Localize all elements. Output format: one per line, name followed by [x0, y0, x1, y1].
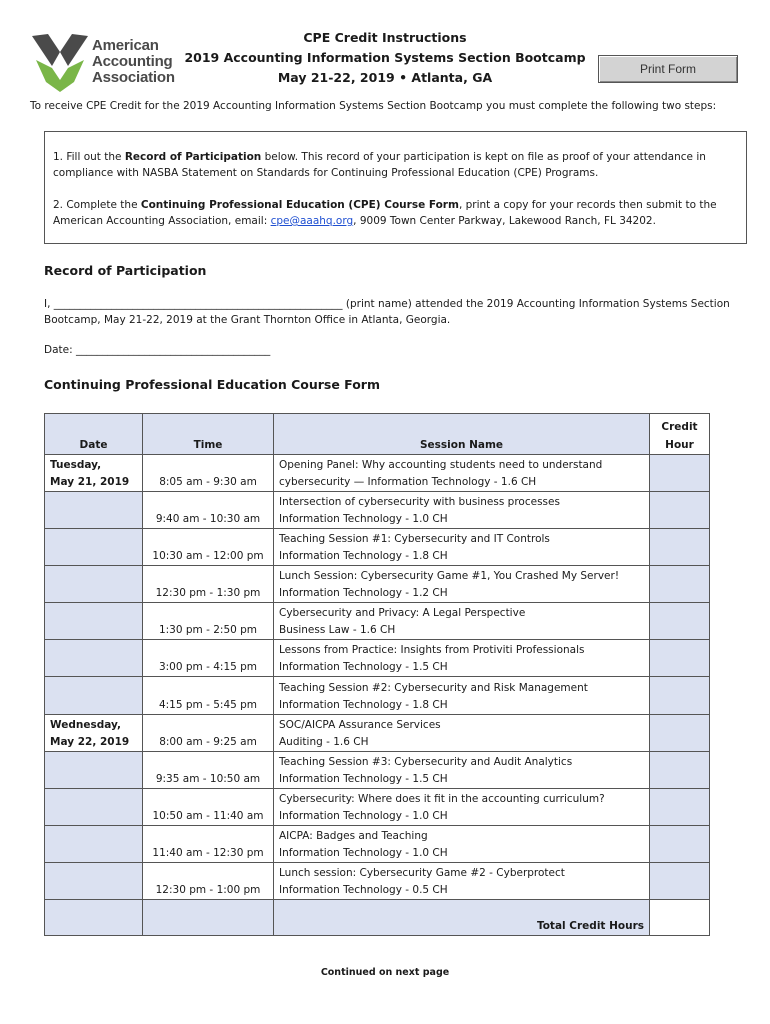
table-row [45, 566, 710, 603]
session-credit: cybersecurity — Information Technology - 1.6 CH [279, 476, 537, 488]
session-title: AICPA: Badges and Teaching [279, 830, 428, 842]
session-date-blank [45, 826, 143, 863]
session-date-blank [45, 566, 143, 603]
step-1 [53, 149, 743, 181]
session-time: 9:40 am - 10:30 am [143, 492, 274, 529]
session-date [45, 715, 143, 752]
session-time: 3:00 pm - 4:15 pm [143, 640, 274, 677]
header-session: Session Name [274, 414, 650, 455]
session-date [45, 455, 143, 492]
credit-hour-field[interactable] [650, 640, 710, 677]
table-row [45, 826, 710, 863]
session-time: 12:30 pm - 1:30 pm [143, 566, 274, 603]
step-2 [53, 197, 743, 229]
table-row [45, 752, 710, 789]
document-title: CPE Credit Instructions [303, 30, 467, 45]
session-name [274, 640, 650, 677]
instructions-box [44, 131, 747, 244]
session-time: 10:30 am - 12:00 pm [143, 529, 274, 566]
session-credit: Information Technology - 1.8 CH [279, 699, 448, 711]
session-title: Teaching Session #2: Cybersecurity and Risk Management [279, 682, 588, 694]
session-time: 8:00 am - 9:25 am [143, 715, 274, 752]
table-row [45, 455, 710, 492]
session-title: Intersection of cybersecurity with business processes [279, 496, 560, 508]
total-blank-time [143, 900, 274, 936]
session-name [274, 455, 650, 492]
session-name [274, 566, 650, 603]
session-credit: Information Technology - 1.5 CH [279, 661, 448, 673]
email-link[interactable]: cpe@aaahq.org [270, 215, 354, 227]
table-row [45, 492, 710, 529]
header-date: Date [45, 414, 143, 455]
credit-hour-field[interactable] [650, 529, 710, 566]
session-title: SOC/AICPA Assurance Services [279, 719, 441, 731]
record-title: Record of Participation [44, 263, 207, 278]
credit-hour-field[interactable] [650, 492, 710, 529]
table-row [45, 640, 710, 677]
session-credit: Information Technology - 1.0 CH [279, 810, 448, 822]
cpe-course-table [44, 413, 710, 936]
session-credit: Information Technology - 1.8 CH [279, 550, 448, 562]
table-row [45, 529, 710, 566]
session-name [274, 603, 650, 640]
table-row [45, 715, 710, 752]
session-date-blank [45, 492, 143, 529]
session-title: Cybersecurity and Privacy: A Legal Perspective [279, 607, 526, 619]
session-time: 1:30 pm - 2:50 pm [143, 603, 274, 640]
session-time: 10:50 am - 11:40 am [143, 789, 274, 826]
total-blank-date [45, 900, 143, 936]
session-day-date: May 21, 2019 [50, 476, 130, 488]
session-title: Teaching Session #1: Cybersecurity and IT Controls [279, 533, 550, 545]
session-name [274, 492, 650, 529]
session-title: Opening Panel: Why accounting students need to understand [279, 459, 603, 471]
session-name [274, 529, 650, 566]
session-title: Lunch Session: Cybersecurity Game #1, You Crashed My Server! [279, 570, 620, 582]
credit-hour-field[interactable] [650, 752, 710, 789]
session-time: 12:30 pm - 1:00 pm [143, 863, 274, 900]
record-prefix: I, [44, 298, 54, 310]
session-name [274, 789, 650, 826]
session-name [274, 677, 650, 715]
credit-hour-field[interactable] [650, 603, 710, 640]
session-credit: Information Technology - 0.5 CH [279, 884, 448, 896]
header-credit-line-1: Credit [661, 421, 698, 433]
session-credit: Information Technology - 1.5 CH [279, 773, 448, 785]
table-body [45, 455, 710, 900]
total-credit-hours-field[interactable] [650, 900, 710, 936]
session-day: Wednesday, [50, 719, 121, 731]
session-credit: Information Technology - 1.2 CH [279, 587, 448, 599]
logo-line-3: Association [92, 69, 175, 86]
date-label: Date: [44, 344, 76, 356]
credit-hour-field[interactable] [650, 677, 710, 715]
print-form-button[interactable]: Print Form [598, 55, 738, 83]
session-date-blank [45, 640, 143, 677]
header-credit-hour [650, 414, 710, 455]
session-name [274, 863, 650, 900]
table-header-row [45, 414, 710, 455]
date-field[interactable]: _____________________________________ [75, 344, 271, 356]
table-row [45, 789, 710, 826]
session-credit: Information Technology - 1.0 CH [279, 513, 448, 525]
table-row [45, 677, 710, 715]
step-2-suffix: , 9009 Town Center Parkway, Lakewood Ranch, FL 34202. [353, 215, 656, 227]
print-name-field[interactable]: _______________________________________________________ [53, 298, 343, 310]
session-date-blank [45, 863, 143, 900]
session-title: Cybersecurity: Where does it fit in the accounting curriculum? [279, 793, 605, 805]
session-name [274, 715, 650, 752]
header-time: Time [143, 414, 274, 455]
session-date-blank [45, 677, 143, 715]
step-1-prefix: 1. Fill out the [53, 151, 125, 163]
session-time: 9:35 am - 10:50 am [143, 752, 274, 789]
credit-hour-field[interactable] [650, 826, 710, 863]
session-date-blank [45, 752, 143, 789]
document-heading [160, 28, 610, 88]
session-time: 8:05 am - 9:30 am [143, 455, 274, 492]
session-credit: Information Technology - 1.0 CH [279, 847, 448, 859]
continued-note: Continued on next page [320, 967, 450, 978]
event-date-location: May 21-22, 2019 • Atlanta, GA [277, 70, 493, 85]
document-subtitle: 2019 Accounting Information Systems Section Bootcamp [184, 50, 586, 65]
step-1-bold: Record of Participation [124, 151, 262, 163]
session-title: Teaching Session #3: Cybersecurity and Audit Analytics [279, 756, 573, 768]
step-2-middle: , print a copy for your records then submit to the American Accounting Association, email: [53, 199, 717, 227]
session-time: 11:40 am - 12:30 pm [143, 826, 274, 863]
credit-hour-field[interactable] [650, 566, 710, 603]
session-day-date: May 22, 2019 [50, 736, 130, 748]
credit-hour-field[interactable] [650, 789, 710, 826]
aaa-logo-icon [30, 30, 90, 96]
session-time: 4:15 pm - 5:45 pm [143, 677, 274, 715]
cpe-form-title: Continuing Professional Education Course Form [44, 377, 380, 392]
credit-hour-field[interactable] [650, 715, 710, 752]
session-name [274, 826, 650, 863]
step-2-prefix: 2. Complete the [53, 199, 141, 211]
record-suffix: (print name) attended the 2019 Accounting Information Systems Section Bootcamp, May 21-22, 2019 at the Grant Thornton Office in Atlanta, Georgia. [44, 298, 730, 326]
step-1-suffix: below. This record of your participation is kept on file as proof of your attendance in compliance with NASBA Statement on Standards for Continuing Professional Education (CPE) Programs. [53, 151, 706, 179]
logo-line-1: American [92, 37, 159, 54]
credit-hour-field[interactable] [650, 863, 710, 900]
step-2-bold: Continuing Professional Education (CPE) Course Form [140, 199, 459, 211]
credit-hour-field[interactable] [650, 455, 710, 492]
intro-text: To receive CPE Credit for the 2019 Accounting Information Systems Section Bootcamp you must complete the following two steps: [30, 100, 717, 112]
logo-line-2: Accounting [92, 53, 173, 70]
session-title: Lessons from Practice: Insights from Protiviti Professionals [279, 644, 585, 656]
session-name [274, 752, 650, 789]
date-line [44, 344, 270, 356]
record-statement [44, 296, 744, 328]
session-credit: Business Law - 1.6 CH [279, 624, 396, 636]
session-date-blank [45, 529, 143, 566]
session-title: Lunch session: Cybersecurity Game #2 - Cyberprotect [279, 867, 565, 879]
session-day: Tuesday, [50, 459, 102, 471]
session-date-blank [45, 603, 143, 640]
session-credit: Auditing - 1.6 CH [279, 736, 369, 748]
table-row [45, 603, 710, 640]
total-credit-hours-label: Total Credit Hours [274, 900, 650, 936]
session-date-blank [45, 789, 143, 826]
total-row [45, 900, 710, 936]
table-row [45, 863, 710, 900]
header-credit-line-2: Hour [665, 439, 694, 451]
